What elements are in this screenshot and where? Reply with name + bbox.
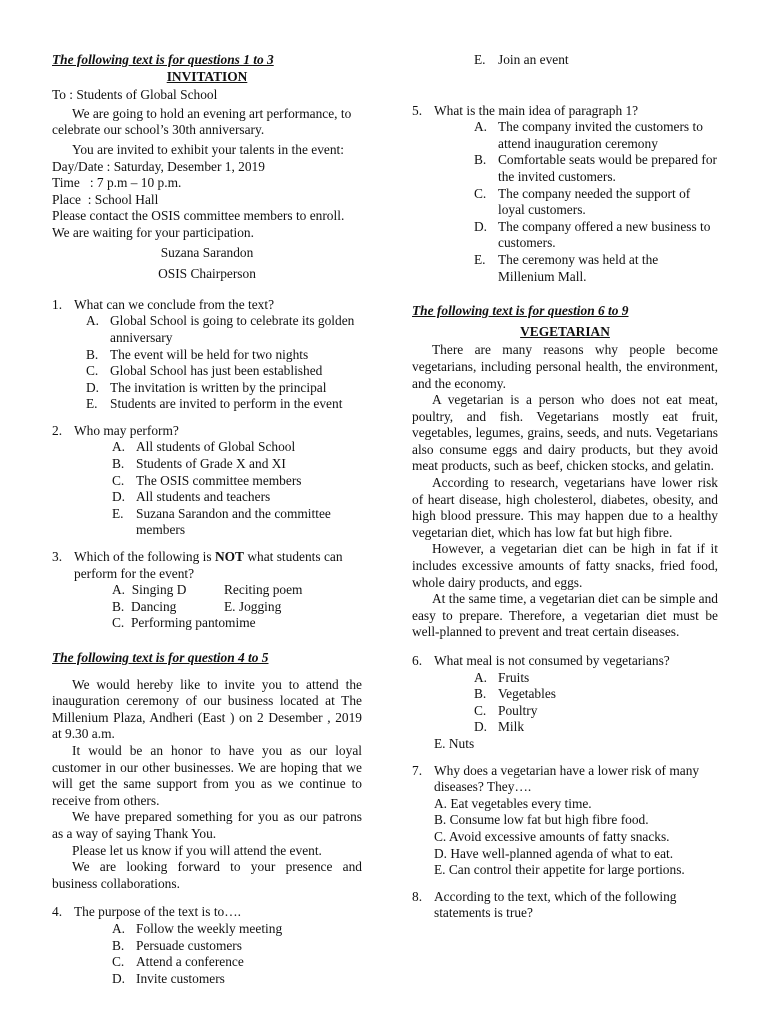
option	[474, 152, 718, 185]
option	[112, 921, 362, 938]
option-letter: A.	[474, 119, 488, 135]
option-text: The company invited the customers to attend inauguration ceremony	[498, 119, 703, 151]
option-text: The OSIS committee members	[136, 472, 302, 488]
option-text: Poultry	[498, 702, 538, 718]
option	[474, 119, 718, 152]
vegetarian-paragraph: At the same time, a vegetarian diet can be simple and easy to prepare. Therefore, a vegetarian diet must be well-planned to prevent and treat certain diseases.	[412, 591, 718, 640]
option	[112, 473, 362, 490]
option-text: Global School is going to celebrate its golden anniversary	[110, 313, 355, 345]
invitation-paragraph: We are going to hold an evening art performance, to celebrate our school’s 30th anniversary.	[52, 105, 352, 138]
option-text: Persuade customers	[136, 937, 242, 953]
option-row: C. Performing pantomime	[112, 615, 256, 631]
invitation-recipient: To : Students of Global School	[52, 87, 218, 103]
letter-paragraph: We have prepared something for you as our patrons as a way of saying Thank You.	[52, 809, 362, 841]
option: D. Have well-planned agenda of what to eat.	[434, 845, 674, 861]
option-letter: B.	[86, 346, 99, 362]
option-text: Students of Grade X and XI	[136, 456, 286, 472]
option-letter: C.	[86, 363, 99, 379]
invitation-place: Place : School Hall	[52, 191, 159, 207]
question-7	[412, 763, 718, 879]
question-text: Why does a vegetarian have a lower risk of many diseases? They….	[434, 762, 700, 795]
option-letter: C.	[474, 185, 487, 201]
invitation-paragraph: You are invited to exhibit your talents in the event:	[72, 141, 344, 157]
option-letter: A.	[112, 920, 126, 936]
option-text: All students and teachers	[136, 489, 271, 505]
option-text: The company needed the support of loyal customers.	[498, 185, 691, 218]
option-letter: E.	[474, 251, 486, 267]
vegetarian-paragraph: A vegetarian is a person who does not eat meat, poultry, and fish. Vegetarians mostly eat fruit, vegetables, legumes, grains, seeds, and nuts. Vegetarians also consume eggs and dairy products, but they avoid meat products, such as beef, chicken stocks, and gelatin.	[412, 392, 718, 474]
signature-name: Suzana Sarandon	[160, 244, 254, 260]
option-text: Follow the weekly meeting	[136, 920, 283, 936]
option	[112, 489, 362, 506]
question-text: Who may perform?	[74, 422, 179, 438]
option	[112, 439, 362, 456]
option-letter: D.	[112, 489, 126, 505]
option-text: All students of Global School	[136, 439, 296, 455]
option: A. Eat vegetables every time.	[434, 795, 592, 811]
option-letter: E.	[86, 396, 98, 412]
option-letter: B.	[474, 686, 487, 702]
option: E. Nuts	[434, 735, 475, 751]
question-5	[412, 103, 718, 286]
option	[474, 686, 718, 703]
option	[86, 396, 362, 413]
option	[86, 380, 362, 397]
question-text: What is the main idea of paragraph 1?	[434, 102, 639, 118]
option-letter: B.	[112, 937, 125, 953]
option-letter: C.	[474, 702, 487, 718]
question-text: The purpose of the text is to….	[74, 904, 241, 920]
option-text: Milk	[498, 719, 525, 735]
question-number: 7.	[412, 762, 423, 778]
question-number: 1.	[52, 296, 63, 312]
section-heading: The following text is for question 6 to 9	[412, 303, 629, 319]
option-text: Comfortable seats would be prepared for the invited customers.	[498, 152, 718, 184]
section-heading: The following text is for question 4 to 5	[52, 650, 269, 665]
option-row: A. Singing D	[112, 582, 187, 598]
option-row: Reciting poem	[224, 582, 303, 598]
option-text: Invite customers	[136, 970, 225, 986]
option	[86, 347, 362, 364]
option-letter: A.	[474, 669, 488, 685]
option	[474, 252, 718, 285]
section-heading: The following text is for questions 1 to 3	[52, 52, 274, 67]
option	[474, 219, 718, 252]
option	[112, 938, 362, 955]
question-4	[52, 904, 362, 987]
letter-paragraph: We are looking forward to your presence and business collaborations.	[52, 859, 362, 891]
option-letter: A.	[86, 313, 100, 329]
option-text: Attend a conference	[136, 954, 244, 970]
option-text: The company offered a new business to customers.	[498, 218, 711, 251]
question-number: 4.	[52, 904, 63, 920]
option-text: Fruits	[498, 669, 530, 685]
option-text: Vegetables	[498, 686, 557, 702]
question-6	[412, 653, 718, 753]
option	[112, 954, 362, 971]
option: B. Consume low fat but high fibre food.	[434, 812, 649, 828]
option	[86, 363, 362, 380]
option	[474, 670, 718, 687]
option-letter: E.	[112, 505, 124, 521]
invitation-time: Time : 7 p.m – 10 p.m.	[52, 175, 182, 191]
option	[474, 719, 718, 736]
option-letter: D.	[474, 218, 488, 234]
question-8	[412, 889, 718, 922]
question-text: What meal is not consumed by vegetarians?	[434, 653, 670, 668]
letter-paragraph: We would hereby like to invite you to attend the inauguration ceremony of our business located at The Millenium Plaza, Andheri (East ) on 2 Desember , 2019 at 9.30 a.m.	[52, 676, 362, 742]
question-text: Which of the following is	[74, 549, 215, 565]
option: E. Join an event	[474, 52, 569, 67]
option: C. Avoid excessive amounts of fatty snacks.	[434, 828, 670, 844]
option-text: The invitation is written by the principal	[110, 379, 327, 395]
option	[112, 506, 362, 539]
option	[112, 971, 362, 988]
question-3	[52, 549, 362, 632]
vegetarian-paragraph: However, a vegetarian diet can be high in fat if it includes excessive amounts of fatty snacks, fried food, whole dairy products, and eggs.	[412, 541, 718, 590]
option-letter: D.	[474, 719, 488, 735]
invitation-title: INVITATION	[166, 68, 248, 84]
option-text: Students are invited to perform in the event	[110, 396, 343, 412]
option-letter: D.	[112, 970, 126, 986]
question-text: What can we conclude from the text?	[74, 296, 275, 312]
option	[112, 456, 362, 473]
option-text: The event will be held for two nights	[110, 346, 309, 362]
vegetarian-title: VEGETARIAN	[520, 323, 610, 339]
option-letter: C.	[112, 472, 125, 488]
question-text: According to the text, which of the following statements is true?	[434, 888, 677, 921]
question-2	[52, 423, 362, 539]
signature-role: OSIS Chairperson	[158, 266, 256, 282]
option-text: Global School has just been established	[110, 363, 323, 379]
question-text: what students can perform for the event?	[74, 549, 343, 581]
option	[86, 313, 362, 346]
question-number: 3.	[52, 549, 63, 565]
option-letter: B.	[112, 456, 125, 472]
letter-paragraph: It would be an honor to have you as our loyal customer in our other businesses. We are hoping that we will get the same support from you as we continue to receive from others.	[52, 742, 362, 808]
letter-paragraph: Please let us know if you will attend the event.	[72, 842, 322, 858]
question-number: 8.	[412, 888, 423, 904]
option-letter: A.	[112, 439, 126, 455]
question-1	[52, 297, 362, 413]
option-letter: C.	[112, 954, 125, 970]
option-row: B. Dancing	[112, 598, 177, 614]
vegetarian-paragraph: There are many reasons why people become vegetarians, including personal health, the environment, and the economy.	[412, 342, 718, 391]
option-letter: D.	[86, 379, 100, 395]
question-number: 6.	[412, 653, 423, 668]
invitation-date: Day/Date : Saturday, Desember 1, 2019	[52, 158, 265, 174]
invitation-paragraph: Please contact the OSIS committee members to enroll. We are waiting for your participation.	[52, 208, 345, 240]
question-number: 5.	[412, 102, 423, 118]
option: E. Can control their appetite for large portions.	[434, 862, 685, 878]
option	[474, 703, 718, 720]
option-row: E. Jogging	[224, 598, 282, 614]
question-number: 2.	[52, 422, 63, 438]
question-emphasis: NOT	[214, 549, 244, 565]
right-column	[412, 52, 718, 922]
option	[474, 186, 718, 219]
option-text: The ceremony was held at the Millenium Mall.	[498, 251, 659, 284]
left-column	[52, 52, 362, 987]
option-text: Suzana Sarandon and the committee members	[136, 505, 331, 538]
option-letter: B.	[474, 152, 487, 168]
vegetarian-paragraph: According to research, vegetarians have lower risk of heart disease, high cholesterol, diabetes, obesity, and high blood pressure. This may happen due to a healthy vegetarian diet, which has low fat but high fibre.	[412, 475, 718, 540]
